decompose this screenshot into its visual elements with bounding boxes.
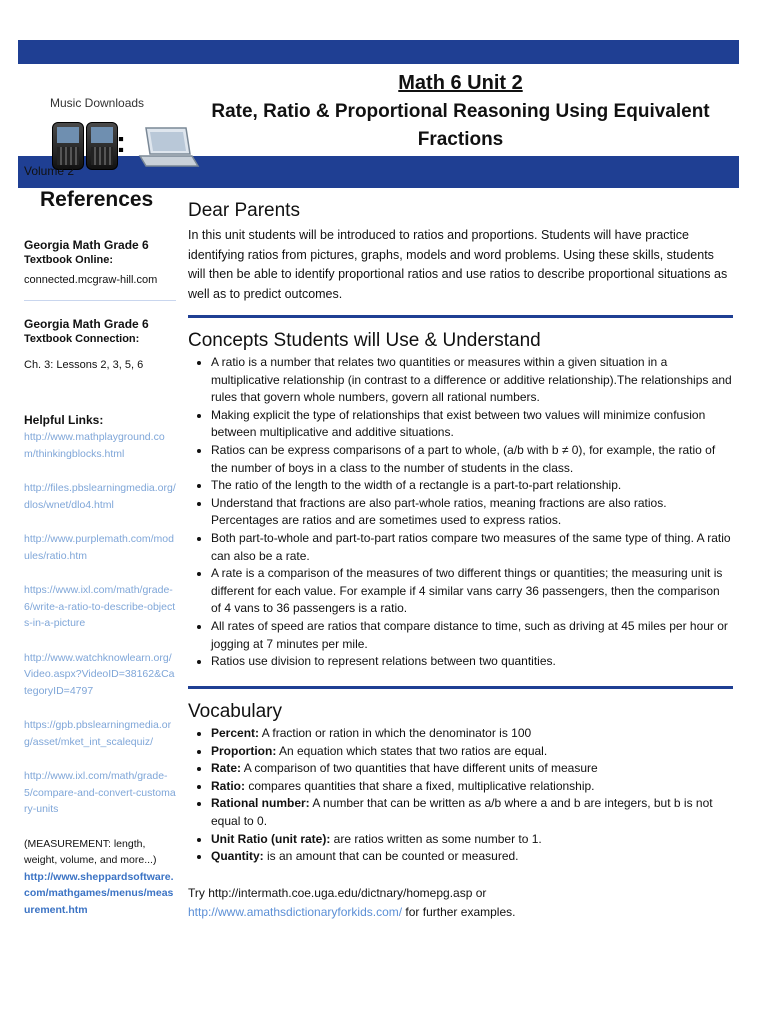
list-item	[211, 760, 733, 778]
ad-volume-text: Volume 2	[24, 164, 75, 178]
reference-block	[24, 317, 176, 371]
helpful-links-heading: Helpful Links:	[24, 413, 104, 427]
list-item: • All rates of speed are ratios that compare distance to time, such as driving at 45 miles per hour or jogging at 7 minutes per mile.	[211, 618, 733, 653]
book-value: Ch. 3: Lessons 2, 3, 5, 6	[24, 359, 144, 371]
section-divider	[188, 315, 733, 318]
concepts-section	[188, 330, 733, 671]
book-subtitle: Textbook Connection:	[24, 333, 140, 345]
vocab-term: Proportion:	[211, 743, 277, 758]
list-item	[211, 848, 733, 866]
vocabulary-section	[188, 701, 733, 923]
phone-icon	[86, 122, 118, 170]
dear-parents-body: In this unit students will be introduced to ratios and proportions. Students will have practice identifying ratios from pictures, graphs, models and word problems. Using these skills, students will then be able to identify proportional ratios and use ratios to describe proportional situations as well as to predict outcomes.	[188, 228, 728, 301]
helpful-link[interactable]: http://www.purplemath.com/modules/ratio.htm	[24, 533, 174, 562]
vocab-term: Rational number:	[211, 796, 310, 811]
list-item: • Making explicit the type of relationships that exist between two values will minimize confusion between multiplicative and additive situations.	[211, 407, 733, 442]
concepts-list	[188, 354, 733, 671]
vocab-term: Quantity:	[211, 849, 264, 864]
header-banner	[18, 40, 739, 64]
vocab-definition: is an amount that can be counted or measured.	[263, 849, 519, 864]
list-item: • Understand that fractions are also part-whole ratios, meaning fractions are also ratios. Percentages are ratios and are sometimes used to express ratios.	[211, 495, 733, 530]
dear-parents-section	[188, 200, 733, 304]
ad-label: Music Downloads	[50, 96, 145, 110]
book-value: connected.mcgraw-hill.com	[24, 274, 158, 286]
helpful-link[interactable]: https://www.ixl.com/math/grade-6/write-a-ratio-to-describe-objects-in-a-picture	[24, 584, 176, 629]
book-subtitle: Textbook Online:	[24, 254, 114, 266]
vocab-definition: A number that can be written as a/b where a and b are integers, but b is not equal to 0.	[211, 796, 713, 828]
vocab-definition: are ratios written as some number to 1.	[330, 831, 542, 846]
references-sidebar	[24, 186, 176, 918]
phone-icon	[52, 122, 84, 170]
dear-parents-heading: Dear Parents	[188, 200, 300, 221]
divider	[24, 300, 176, 301]
measurement-link[interactable]: http://www.sheppardsoftware.com/mathgames/menus/measurement.htm	[24, 870, 174, 916]
concepts-heading: Concepts Students will Use & Understand	[188, 330, 541, 351]
list-item: • Ratios can be express comparisons of a part to whole, (a/b with b ≠ 0), for example, the ratio of the number of boys in a class to the number of students in the class.	[211, 442, 733, 477]
helpful-link[interactable]: https://gpb.pbslearningmedia.org/asset/mket_int_scalequiz/	[24, 719, 172, 748]
course-title: Math 6 Unit 2	[398, 72, 523, 94]
list-item: • A ratio is a number that relates two quantities or measures within a given situation in a multiplicative relationship (in contrast to a difference or additive relationship).The relationships and rules that govern whole numbers, govern all rational numbers.	[211, 354, 733, 407]
list-item: • Ratios use division to represent relations between two quantities.	[211, 653, 733, 671]
book-title: Georgia Math Grade 6	[24, 317, 149, 331]
laptop-icon	[138, 126, 200, 170]
vocabulary-heading: Vocabulary	[188, 701, 283, 722]
music-downloads-ad[interactable]: Music Downloads : Volume 2	[20, 96, 210, 186]
try-line	[188, 884, 733, 923]
helpful-link[interactable]: http://www.watchknowlearn.org/Video.aspx?VideoID=38162&CategoryID=4797	[24, 651, 175, 697]
vocab-definition: A fraction or ration in which the denominator is 100	[259, 726, 532, 740]
reference-block	[24, 238, 176, 286]
book-title: Georgia Math Grade 6	[24, 238, 149, 252]
vocab-definition: A comparison of two quantities that have different units of measure	[241, 761, 598, 776]
list-item	[211, 778, 733, 796]
vocab-definition: An equation which states that two ratios are equal.	[276, 743, 548, 758]
list-item: • A rate is a comparison of the measures of two different things or quantities; the measuring unit is different for each value. For example if 4 similar vans carry 36 passengers, then the comparison of 4 vans to 36 passengers is a ratio.	[211, 565, 733, 618]
vocab-term: Rate:	[211, 761, 242, 776]
list-item	[211, 831, 733, 849]
vocab-term: Unit Ratio (unit rate):	[211, 831, 331, 846]
helpful-link[interactable]: http://files.pbslearningmedia.org/dlos/wnet/dlo4.html	[24, 482, 176, 511]
list-item	[211, 795, 733, 830]
dictionary-link[interactable]: http://www.amathsdictionaryforkids.com/	[188, 905, 403, 920]
list-item	[211, 743, 733, 761]
measurement-note: (MEASUREMENT: length, weight, volume, and more...)	[24, 837, 157, 866]
course-subtitle: Rate, Ratio & Proportional Reasoning Using Equivalent Fractions	[211, 101, 710, 150]
list-item: • The ratio of the length to the width of a rectangle is a part-to-part relationship.	[211, 477, 733, 495]
references-heading: References	[40, 188, 154, 211]
try-prefix: Try http://intermath.coe.uga.edu/dictnary/homepg.asp or	[188, 885, 487, 900]
list-item: • Both part-to-whole and part-to-part ratios compare two measures of the same type of thing. A ratio can also be a rate.	[211, 530, 733, 565]
vocab-term: Percent:	[211, 726, 260, 740]
section-divider	[188, 686, 733, 689]
vocabulary-list	[188, 725, 733, 866]
helpful-link[interactable]: http://www.mathplayground.com/thinkingblocks.html	[24, 431, 165, 460]
helpful-link[interactable]: http://www.ixl.com/math/grade-5/compare-and-convert-customary-units	[24, 770, 176, 815]
vocab-definition: compares quantities that share a fixed, multiplicative relationship.	[245, 778, 595, 793]
list-item	[211, 725, 733, 743]
vocab-term: Ratio:	[211, 778, 245, 793]
try-suffix: for further examples.	[402, 905, 516, 920]
